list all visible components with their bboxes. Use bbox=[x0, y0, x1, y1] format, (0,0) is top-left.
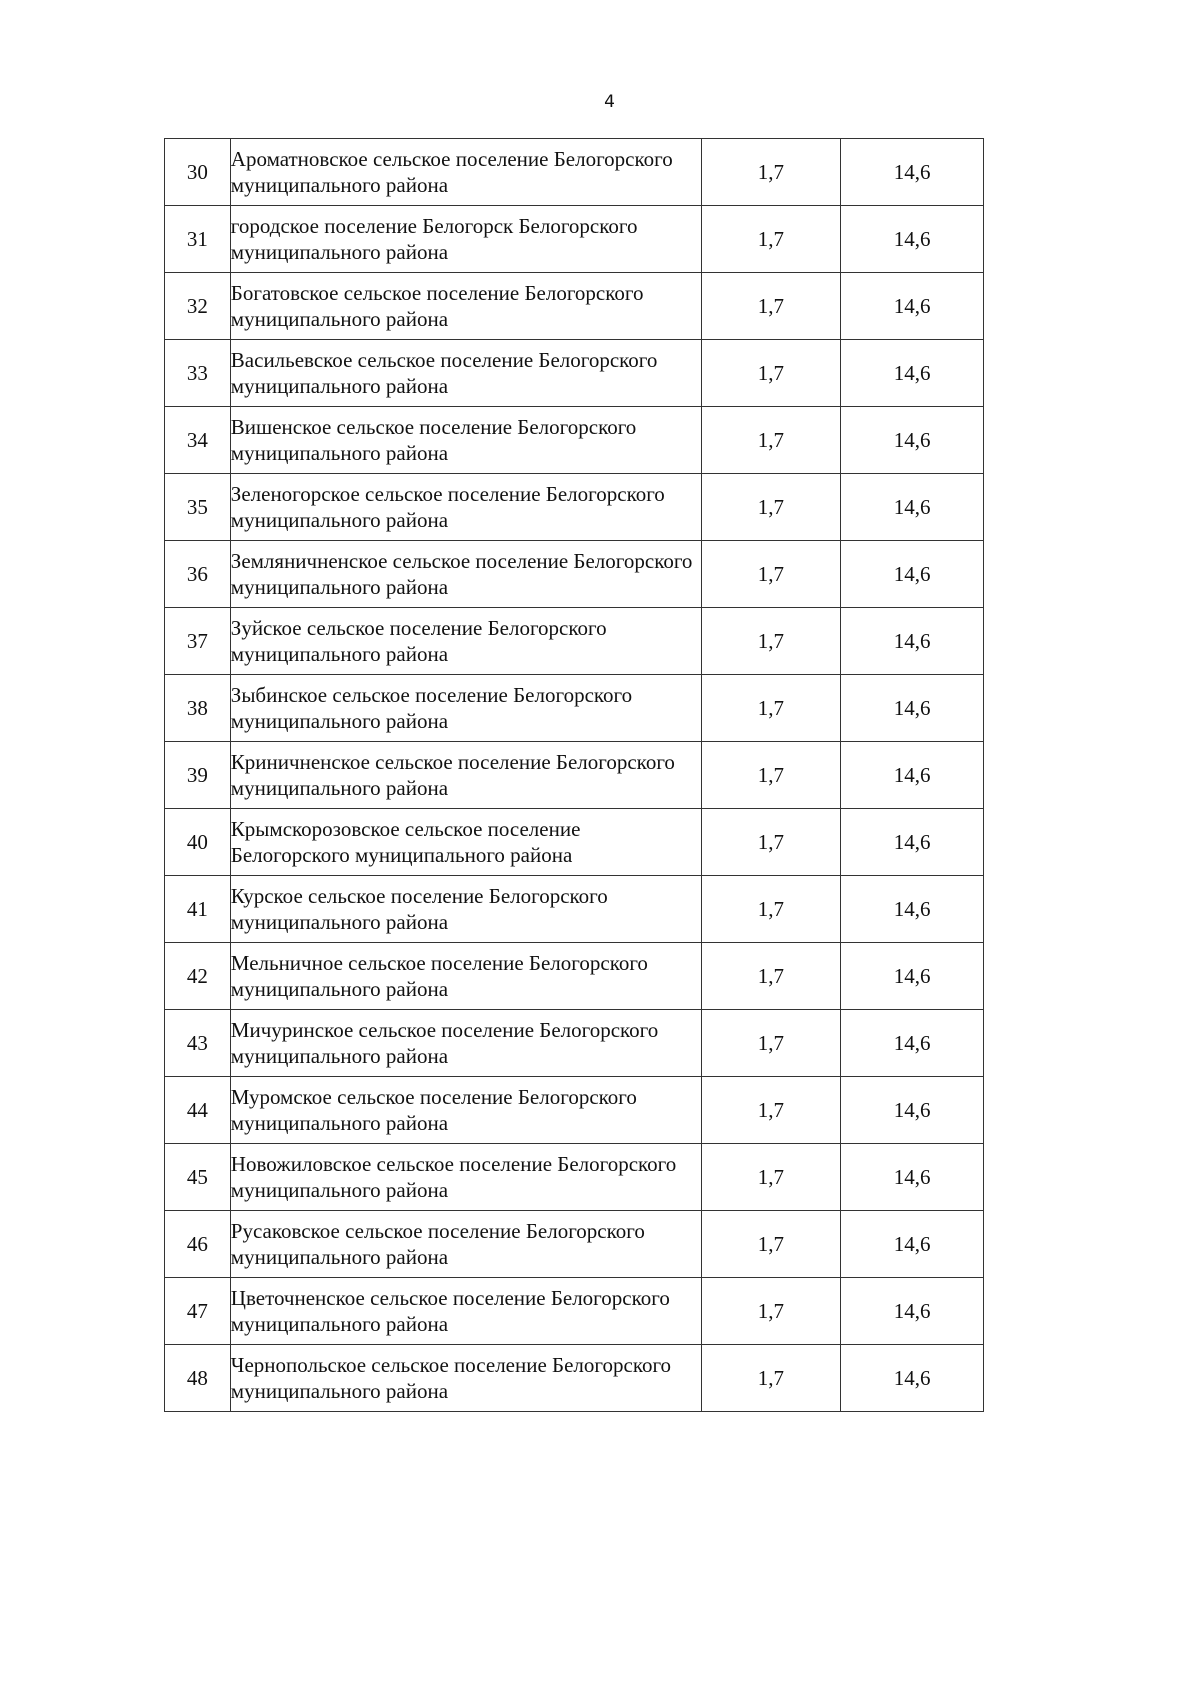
row-number-cell: 32 bbox=[165, 273, 231, 340]
row-number-cell: 46 bbox=[165, 1211, 231, 1278]
value-1-cell: 1,7 bbox=[701, 742, 841, 809]
value-2-cell: 14,6 bbox=[841, 675, 984, 742]
table-row bbox=[165, 1278, 984, 1345]
value-1-cell: 1,7 bbox=[701, 340, 841, 407]
table-row bbox=[165, 608, 984, 675]
row-number-cell: 37 bbox=[165, 608, 231, 675]
settlement-name-cell: Зеленогорское сельское поселение Белогорского муниципального района bbox=[230, 474, 701, 541]
value-1-cell: 1,7 bbox=[701, 1010, 841, 1077]
settlement-name-cell: Мичуринское сельское поселение Белогорского муниципального района bbox=[230, 1010, 701, 1077]
settlement-name-cell: городское поселение Белогорск Белогорского муниципального района bbox=[230, 206, 701, 273]
row-number-cell: 45 bbox=[165, 1144, 231, 1211]
value-1-cell: 1,7 bbox=[701, 474, 841, 541]
row-number-cell: 43 bbox=[165, 1010, 231, 1077]
row-number-cell: 31 bbox=[165, 206, 231, 273]
value-2-cell: 14,6 bbox=[841, 340, 984, 407]
row-number-cell: 36 bbox=[165, 541, 231, 608]
table-row bbox=[165, 139, 984, 206]
table-row bbox=[165, 943, 984, 1010]
settlement-name-cell: Чернопольское сельское поселение Белогорского муниципального района bbox=[230, 1345, 701, 1412]
table-row bbox=[165, 541, 984, 608]
row-number-cell: 39 bbox=[165, 742, 231, 809]
value-1-cell: 1,7 bbox=[701, 608, 841, 675]
table-row bbox=[165, 675, 984, 742]
value-2-cell: 14,6 bbox=[841, 273, 984, 340]
value-2-cell: 14,6 bbox=[841, 1144, 984, 1211]
value-2-cell: 14,6 bbox=[841, 541, 984, 608]
table-row bbox=[165, 1077, 984, 1144]
row-number-cell: 44 bbox=[165, 1077, 231, 1144]
value-1-cell: 1,7 bbox=[701, 541, 841, 608]
value-1-cell: 1,7 bbox=[701, 1278, 841, 1345]
table-row bbox=[165, 206, 984, 273]
value-2-cell: 14,6 bbox=[841, 139, 984, 206]
value-2-cell: 14,6 bbox=[841, 407, 984, 474]
value-2-cell: 14,6 bbox=[841, 474, 984, 541]
value-2-cell: 14,6 bbox=[841, 608, 984, 675]
table-row bbox=[165, 273, 984, 340]
value-2-cell: 14,6 bbox=[841, 943, 984, 1010]
row-number-cell: 47 bbox=[165, 1278, 231, 1345]
value-1-cell: 1,7 bbox=[701, 407, 841, 474]
value-2-cell: 14,6 bbox=[841, 1211, 984, 1278]
value-1-cell: 1,7 bbox=[701, 273, 841, 340]
table-row bbox=[165, 340, 984, 407]
table-row bbox=[165, 809, 984, 876]
settlement-name-cell: Мельничное сельское поселение Белогорского муниципального района bbox=[230, 943, 701, 1010]
settlement-name-cell: Крымскорозовское сельское поселение Белогорского муниципального района bbox=[230, 809, 701, 876]
row-number-cell: 38 bbox=[165, 675, 231, 742]
value-1-cell: 1,7 bbox=[701, 139, 841, 206]
row-number-cell: 48 bbox=[165, 1345, 231, 1412]
value-1-cell: 1,7 bbox=[701, 206, 841, 273]
table-row bbox=[165, 1010, 984, 1077]
row-number-cell: 40 bbox=[165, 809, 231, 876]
row-number-cell: 35 bbox=[165, 474, 231, 541]
row-number-cell: 33 bbox=[165, 340, 231, 407]
value-2-cell: 14,6 bbox=[841, 1077, 984, 1144]
settlement-name-cell: Новожиловское сельское поселение Белогорского муниципального района bbox=[230, 1144, 701, 1211]
table-row bbox=[165, 876, 984, 943]
table-body bbox=[165, 139, 984, 1412]
settlement-name-cell: Ароматновское сельское поселение Белогорского муниципального района bbox=[230, 139, 701, 206]
settlement-name-cell: Васильевское сельское поселение Белогорского муниципального района bbox=[230, 340, 701, 407]
value-1-cell: 1,7 bbox=[701, 876, 841, 943]
table-row bbox=[165, 474, 984, 541]
value-1-cell: 1,7 bbox=[701, 1211, 841, 1278]
settlement-name-cell: Криничненское сельское поселение Белогорского муниципального района bbox=[230, 742, 701, 809]
value-2-cell: 14,6 bbox=[841, 742, 984, 809]
settlement-name-cell: Богатовское сельское поселение Белогорского муниципального района bbox=[230, 273, 701, 340]
row-number-cell: 41 bbox=[165, 876, 231, 943]
settlement-name-cell: Цветочненское сельское поселение Белогорского муниципального района bbox=[230, 1278, 701, 1345]
settlement-name-cell: Вишенское сельское поселение Белогорского муниципального района bbox=[230, 407, 701, 474]
settlement-name-cell: Муромское сельское поселение Белогорского муниципального района bbox=[230, 1077, 701, 1144]
page-number: 4 bbox=[604, 92, 615, 112]
value-1-cell: 1,7 bbox=[701, 1077, 841, 1144]
table-row bbox=[165, 1144, 984, 1211]
settlement-name-cell: Земляничненское сельское поселение Белогорского муниципального района bbox=[230, 541, 701, 608]
row-number-cell: 42 bbox=[165, 943, 231, 1010]
value-2-cell: 14,6 bbox=[841, 206, 984, 273]
value-2-cell: 14,6 bbox=[841, 1345, 984, 1412]
value-2-cell: 14,6 bbox=[841, 809, 984, 876]
value-1-cell: 1,7 bbox=[701, 809, 841, 876]
value-2-cell: 14,6 bbox=[841, 876, 984, 943]
row-number-cell: 30 bbox=[165, 139, 231, 206]
row-number-cell: 34 bbox=[165, 407, 231, 474]
value-1-cell: 1,7 bbox=[701, 943, 841, 1010]
value-2-cell: 14,6 bbox=[841, 1010, 984, 1077]
value-1-cell: 1,7 bbox=[701, 1345, 841, 1412]
value-2-cell: 14,6 bbox=[841, 1278, 984, 1345]
settlement-name-cell: Зыбинское сельское поселение Белогорского муниципального района bbox=[230, 675, 701, 742]
table-row bbox=[165, 1345, 984, 1412]
settlement-name-cell: Курское сельское поселение Белогорского муниципального района bbox=[230, 876, 701, 943]
settlement-name-cell: Зуйское сельское поселение Белогорского муниципального района bbox=[230, 608, 701, 675]
value-1-cell: 1,7 bbox=[701, 675, 841, 742]
value-1-cell: 1,7 bbox=[701, 1144, 841, 1211]
settlement-name-cell: Русаковское сельское поселение Белогорского муниципального района bbox=[230, 1211, 701, 1278]
table-row bbox=[165, 1211, 984, 1278]
settlements-table bbox=[164, 138, 984, 1412]
table-row bbox=[165, 742, 984, 809]
table-row bbox=[165, 407, 984, 474]
